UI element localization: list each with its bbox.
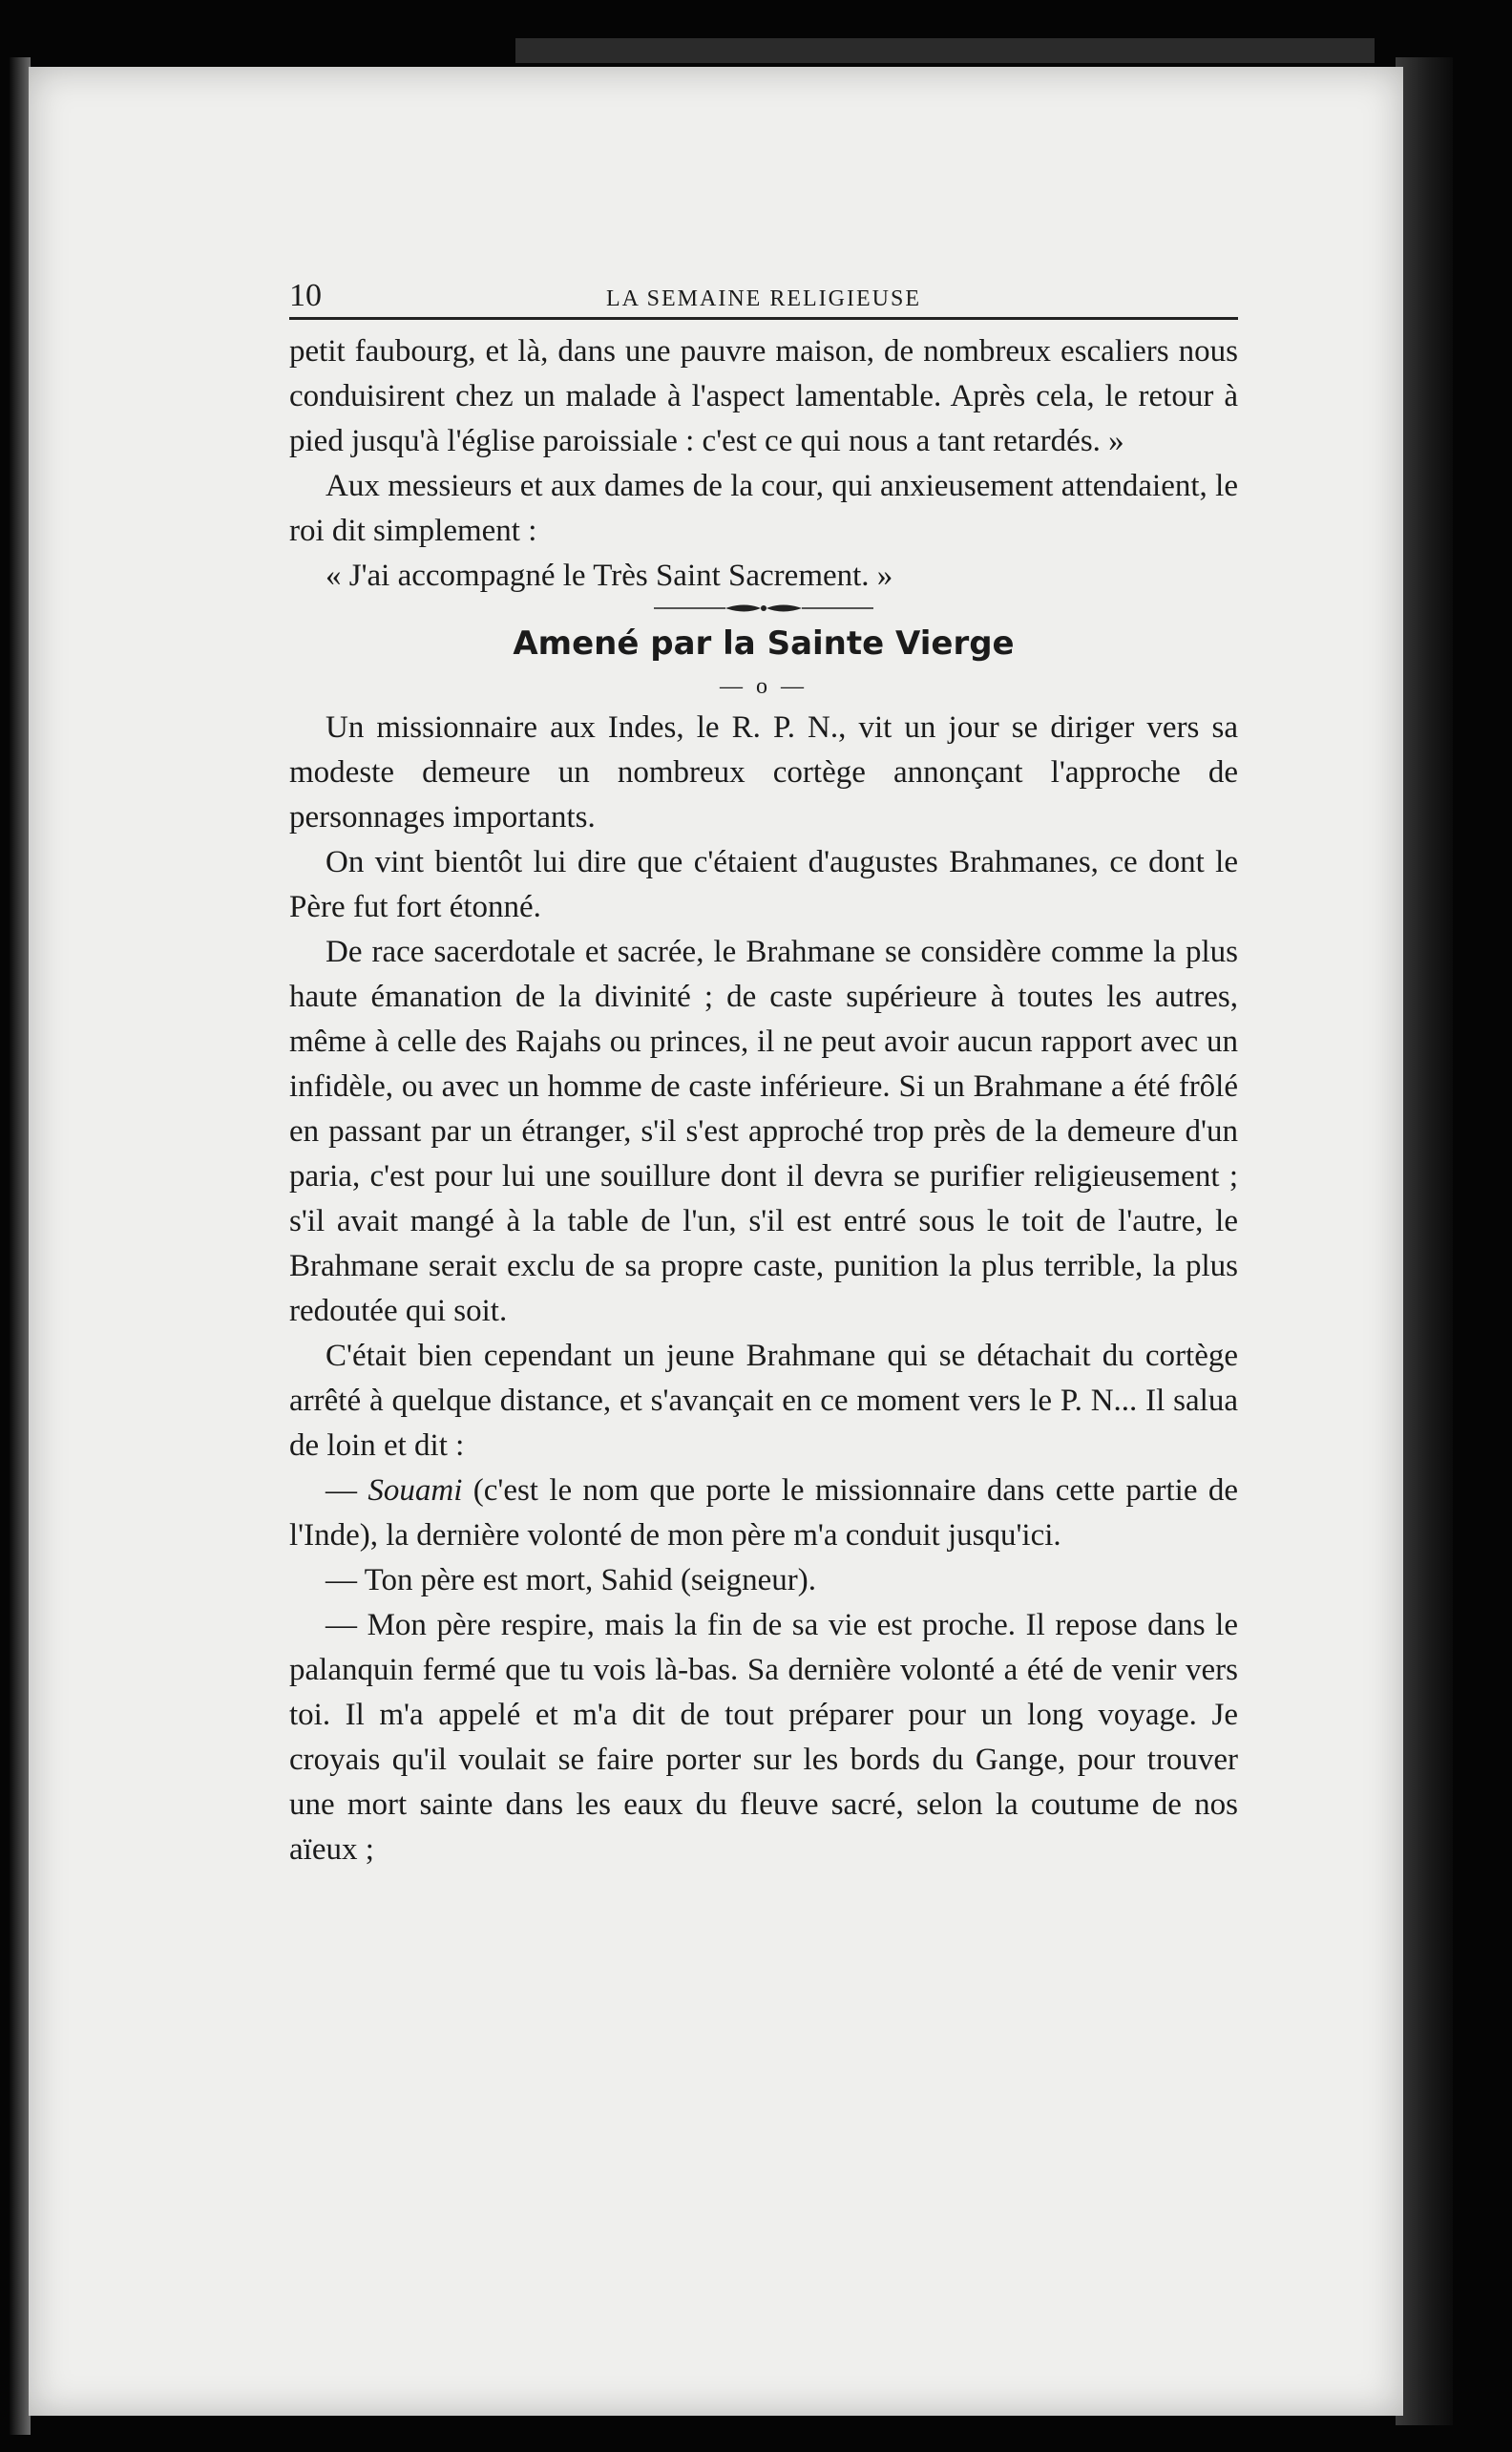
paragraph: — Ton père est mort, Sahid (seigneur). bbox=[326, 1563, 816, 1597]
paragraph: De race sacerdotale et sacrée, le Brahmane se considère comme la plus haute émanation de la divinité ; de caste supérieure à toutes les autres, même à celle des Rajahs ou princes, il ne peut avoir aucun rapport avec un infidèle, ou avec un homme de caste inférieure. Si un Brahmane a été frôlé en passant par un étranger, s'il s'est approché trop près de la demeure d'un paria, c'est pour lui une souillure dont il devra se purifier religieusement ; s'il avait mangé à la table de l'un, s'il est entré sous le toit de l'autre, le Brahmane serait exclu de sa propre caste, punition la plus terrible, la plus redoutée qui soit. bbox=[289, 935, 1238, 1328]
page-number: 10 bbox=[289, 278, 322, 313]
paragraph: Un missionnaire aux Indes, le R. P. N., vit un jour se diriger vers sa modeste demeure un nombreux cortège annonçant l'approche de personnages importants. bbox=[289, 710, 1238, 835]
italic-term: Souami bbox=[368, 1473, 463, 1508]
dialogue-paragraph bbox=[289, 1469, 1238, 1558]
paragraph: — Mon père respire, mais la fin de sa vie est proche. Il repose dans le palanquin fermé que tu vois là-bas. Sa dernière volonté a été de venir vers toi. Il m'a appelé et m'a dit de tout préparer pour un long voyage. Je croyais qu'il voulait se faire porter sur les bords du Gange, pour trouver une mort sainte dans les eaux du fleuve sacré, selon la coutume de nos aïeux ; bbox=[289, 1608, 1238, 1867]
paragraph: On vint bientôt lui dire que c'étaient d'augustes Brahmanes, ce dont le Père fut fort étonné. bbox=[289, 845, 1238, 924]
section-separator: — o — bbox=[720, 674, 808, 699]
journal-title: LA SEMAINE RELIGIEUSE bbox=[606, 286, 921, 311]
running-header bbox=[289, 267, 1238, 320]
paragraph: C'était bien cependant un jeune Brahmane qui se détachait du cortège arrêté à quelque distance, et s'avançait en ce moment vers le P. N... Il salua de loin et dit : bbox=[289, 1339, 1238, 1463]
scan-top-shadow bbox=[515, 38, 1375, 63]
paragraph: « J'ai accompagné le Très Saint Sacrement. » bbox=[326, 559, 893, 593]
page-right-edge bbox=[1396, 57, 1453, 2425]
page-content bbox=[289, 267, 1238, 1872]
dialogue-text: (c'est le nom que porte le missionnaire dans cette partie de l'Inde), la dernière volonté de mon père m'a conduit jusqu'ici. bbox=[289, 1473, 1239, 1553]
paragraph: petit faubourg, et là, dans une pauvre maison, de nombreux escaliers nous conduisirent chez un malade à l'aspect lamentable. Après cela, le retour à pied jusqu'à l'église paroissiale : c'est ce qui nous a tant retardés. » bbox=[289, 334, 1238, 458]
paragraph: Aux messieurs et aux dames de la cour, qui anxieusement attendaient, le roi dit simplement : bbox=[289, 469, 1238, 548]
section-title: Amené par la Sainte Vierge bbox=[513, 624, 1015, 663]
ornament-divider bbox=[654, 601, 873, 616]
dialogue-dash: — bbox=[326, 1473, 368, 1508]
page-left-edge bbox=[10, 57, 31, 2435]
